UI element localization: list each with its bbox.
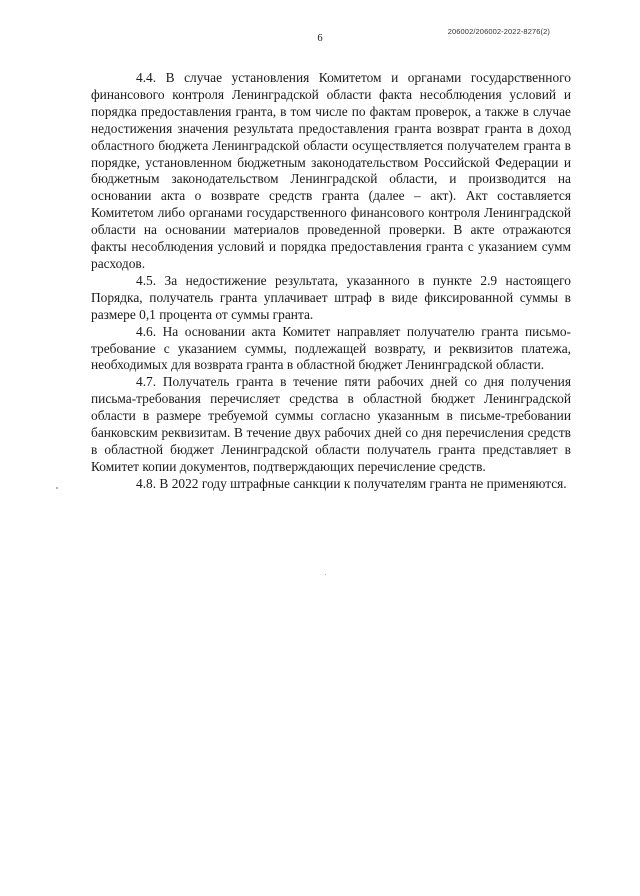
scan-artifact [325, 574, 326, 575]
paragraph-4-4: 4.4. В случае установления Комитетом и органами государственного финансового контроля Ленинградской области факта несоблюдения условий и порядка предоставления гранта, в том числе по фактам проверок, а также в случае недостижения значения результата предоставления гранта возврат гранта в доход областного бюджета Ленинградской области осуществляется получателем гранта в порядке, установленном бюджетным законодательством Российской Федерации и бюджетным законодательством Ленинградской области, и производится на основании акта о возврате средств гранта (далее – акт). Акт составляется Комитетом либо органами государственного финансового контроля Ленинградской области на основании материалов проведенной проверки. В акте отражаются факты несоблюдения условий и порядка предоставления гранта с указанием сумм расходов. [91, 70, 571, 271]
paragraph-4-8: 4.8. В 2022 году штрафные санкции к получателям гранта не применяются. [136, 475, 567, 491]
document-body [91, 70, 571, 493]
page-number: 6 [317, 33, 323, 44]
document-registration-number: 206002/206002-2022-8276(2) [447, 27, 550, 36]
paragraph-4-6: 4.6. На основании акта Комитет направляет получателю гранта письмо-требование с указанием суммы, подлежащей возврату, и реквизитов платежа, необходимых для возврата гранта в областной бюджет Ленинградской области. [91, 323, 571, 373]
paragraph-4-5: 4.5. За недостижение результата, указанного в пункте 2.9 настоящего Порядка, получатель гранта уплачивает штраф в виде фиксированной суммы в размере 0,1 процента от суммы гранта. [91, 272, 571, 322]
scan-artifact [56, 487, 58, 489]
paragraph-4-7: 4.7. Получатель гранта в течение пяти рабочих дней со дня получения письма-требования перечисляет средства в областной бюджет Ленинградской области в размере требуемой суммы согласно указанным в письме-требовании банковским реквизитам. В течение двух рабочих дней со дня перечисления средств в областной бюджет Ленинградской области получатель гранта представляет в Комитет копии документов, подтверждающих перечисление средств. [91, 374, 571, 474]
